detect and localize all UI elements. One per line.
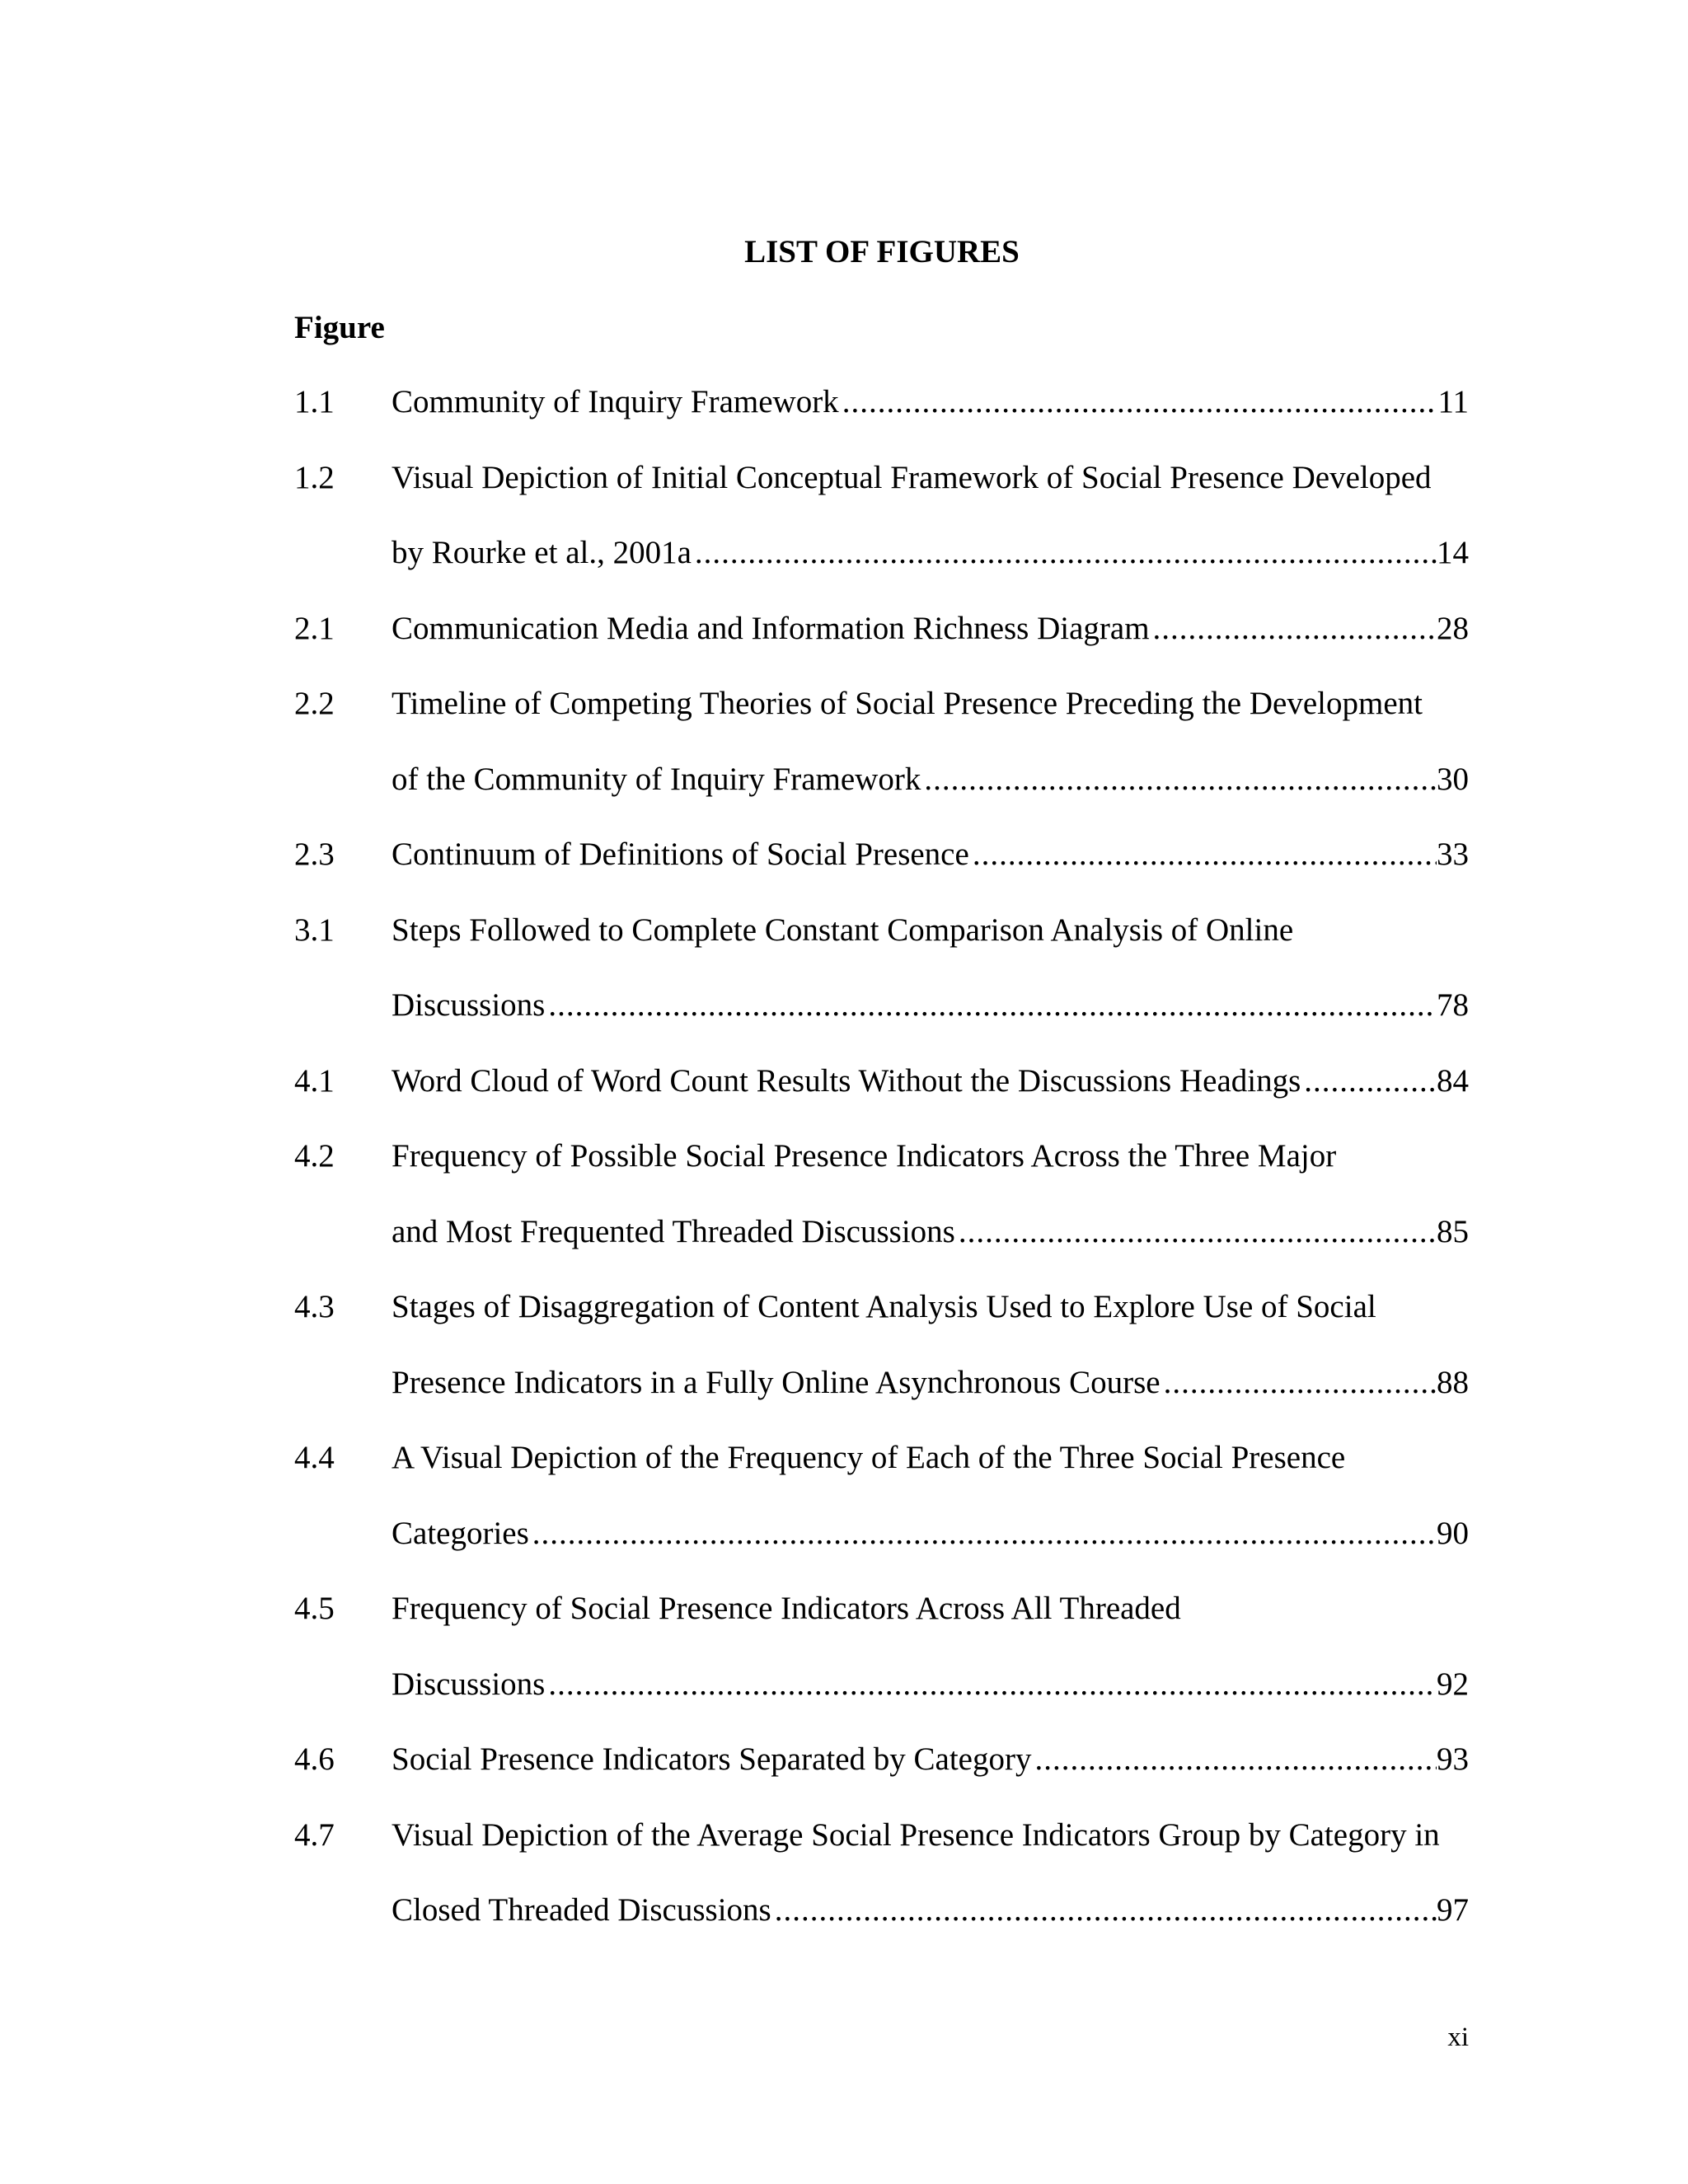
figure-number: 4.7	[294, 1816, 335, 1853]
dot-leader	[532, 1514, 1437, 1554]
figure-entry	[294, 835, 1469, 911]
dot-leader	[1034, 1740, 1437, 1779]
dot-leader	[973, 835, 1437, 874]
dot-leader	[1304, 1062, 1437, 1101]
figure-entry-continuation	[294, 1212, 1469, 1288]
figure-number: 4.2	[294, 1138, 335, 1174]
dot-leader	[695, 533, 1437, 573]
page-title: LIST OF FIGURES	[744, 234, 1020, 269]
figure-entry-continuation	[294, 760, 1469, 836]
figure-entry	[294, 382, 1469, 458]
figure-entry	[294, 1287, 1469, 1363]
figure-entry-continuation	[294, 1514, 1469, 1590]
figure-entry	[294, 1589, 1469, 1665]
figure-page-number: 28	[1437, 610, 1469, 646]
figure-title-line: A Visual Depiction of the Frequency of Each of the Three Social Presence	[392, 1440, 1346, 1475]
figure-entry	[294, 911, 1469, 987]
figure-entry	[294, 1062, 1469, 1137]
figure-page-number: 14	[1437, 535, 1469, 570]
figure-title-line: Social Presence Indicators Separated by Category	[392, 1741, 1032, 1777]
figure-title-line: Visual Depiction of Initial Conceptual Framework of Social Presence Developed	[392, 459, 1432, 495]
figure-title-line: Continuum of Definitions of Social Presence	[392, 837, 969, 872]
figure-title-row	[392, 760, 1469, 799]
figure-number: 4.1	[294, 1062, 335, 1099]
figure-title-line: Steps Followed to Complete Constant Comparison Analysis of Online	[392, 912, 1294, 948]
figure-title-row	[392, 1514, 1469, 1554]
dot-leader	[924, 760, 1437, 799]
figure-title-row	[392, 1665, 1469, 1704]
dot-leader	[959, 1212, 1437, 1252]
figure-entry	[294, 458, 1469, 534]
figure-title-row	[392, 835, 1469, 874]
dot-leader	[1164, 1363, 1437, 1403]
figure-entry	[294, 684, 1469, 760]
figure-page-number: 92	[1437, 1666, 1469, 1702]
figure-title-row	[392, 609, 1469, 649]
figure-title-line: Word Cloud of Word Count Results Without the Discussions Headings	[392, 1062, 1301, 1099]
figure-title-row	[392, 533, 1469, 573]
figure-entry	[294, 1137, 1469, 1212]
figure-number: 2.2	[294, 686, 335, 721]
figure-entry-continuation	[294, 1363, 1469, 1439]
figure-number: 1.2	[294, 459, 335, 495]
figure-title-row	[392, 1891, 1469, 1930]
figure-title-line: Stages of Disaggregation of Content Analysis Used to Explore Use of Social	[392, 1289, 1376, 1324]
figure-title-row	[392, 382, 1469, 422]
figure-page-number: 93	[1437, 1741, 1469, 1777]
figure-title-line: Frequency of Possible Social Presence Indicators Across the Three Major	[392, 1138, 1337, 1174]
figure-page-number: 78	[1437, 987, 1469, 1023]
figure-entry	[294, 1740, 1469, 1816]
figure-title-line: and Most Frequented Threaded Discussions	[392, 1213, 955, 1249]
figure-entry-continuation	[294, 1891, 1469, 1966]
figure-page-number: 97	[1437, 1892, 1469, 1928]
figure-title-line: Closed Threaded Discussions	[392, 1892, 771, 1928]
figure-number: 4.3	[294, 1289, 335, 1324]
figure-number: 4.5	[294, 1591, 335, 1626]
figure-title-line: Categories	[392, 1515, 529, 1551]
dot-leader	[842, 382, 1438, 422]
figure-title-line: Timeline of Competing Theories of Social Presence Preceding the Development	[392, 686, 1423, 721]
figure-number: 1.1	[294, 384, 335, 419]
figure-entry-continuation	[294, 1665, 1469, 1741]
figure-title-line: of the Community of Inquiry Framework	[392, 761, 921, 797]
figure-page-number: 33	[1437, 837, 1469, 872]
figure-title-row	[392, 1212, 1469, 1252]
figure-entry	[294, 609, 1469, 685]
figure-number: 2.3	[294, 837, 335, 872]
figure-title-row	[392, 986, 1469, 1025]
figure-entry	[294, 1816, 1469, 1891]
dot-leader	[1153, 609, 1437, 649]
page-number: xi	[1447, 2022, 1469, 2052]
figure-page-number: 30	[1437, 761, 1469, 797]
figure-title-line: by Rourke et al., 2001a	[392, 535, 692, 570]
figure-title-line: Communication Media and Information Richness Diagram	[392, 610, 1150, 646]
figure-entry	[294, 1438, 1469, 1514]
figure-number: 4.4	[294, 1440, 335, 1475]
figure-entry-continuation	[294, 986, 1469, 1062]
figure-title-line: Visual Depiction of the Average Social Presence Indicators Group by Category in	[392, 1816, 1440, 1853]
column-heading: Figure	[294, 310, 385, 345]
figure-title-line: Community of Inquiry Framework	[392, 384, 839, 419]
figure-entry-continuation	[294, 533, 1469, 609]
dot-leader	[775, 1891, 1437, 1930]
figure-page-number: 84	[1437, 1062, 1469, 1099]
dot-leader	[548, 986, 1437, 1025]
figure-number: 4.6	[294, 1741, 335, 1777]
figure-page-number: 85	[1437, 1213, 1469, 1249]
figure-number: 3.1	[294, 912, 335, 948]
figure-title-row	[392, 1740, 1469, 1779]
figure-title-row	[392, 1363, 1469, 1403]
figure-list	[294, 382, 1469, 1966]
figure-title-line: Presence Indicators in a Fully Online Asynchronous Course	[392, 1364, 1160, 1400]
figure-page-number: 90	[1437, 1515, 1469, 1551]
dot-leader	[548, 1665, 1437, 1704]
figure-title-line: Discussions	[392, 1666, 546, 1702]
figure-title-row	[392, 1062, 1469, 1101]
figure-page-number: 88	[1437, 1364, 1469, 1400]
figure-title-line: Frequency of Social Presence Indicators Across All Threaded	[392, 1591, 1181, 1626]
figure-number: 2.1	[294, 610, 335, 646]
figure-page-number: 11	[1437, 384, 1469, 419]
figure-title-line: Discussions	[392, 987, 546, 1023]
